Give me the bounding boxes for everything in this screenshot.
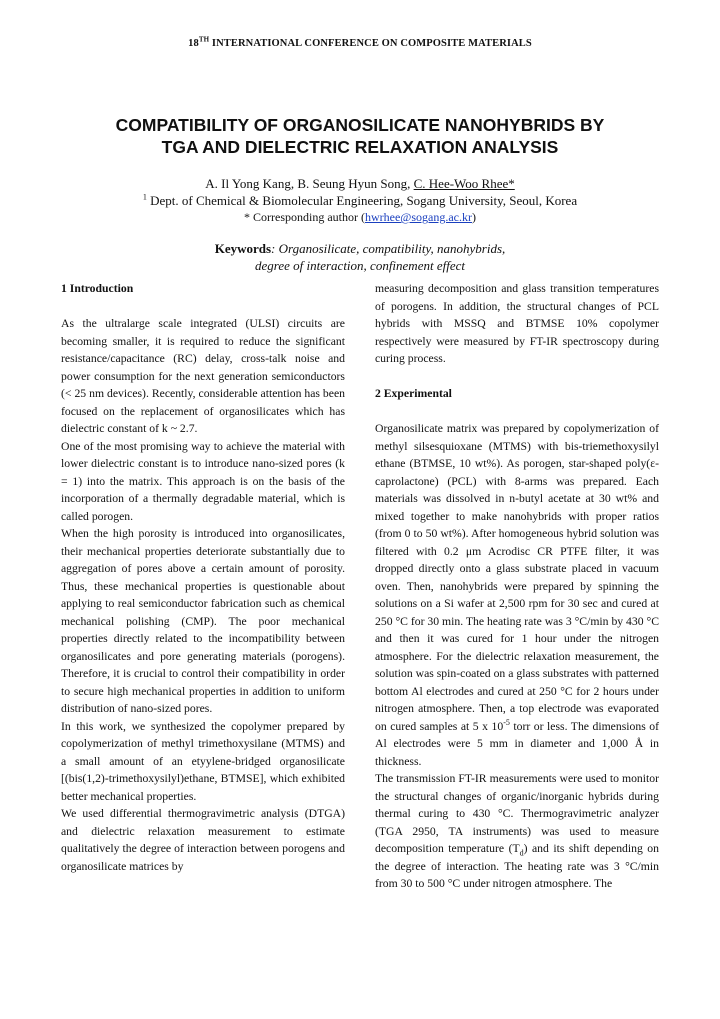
keywords-label: Keywords [214,241,272,256]
intro-paragraph-1: As the ultralarge scale integrated (ULSI) circuits are becoming smaller, it is required to reduce the significant resistance/capacitance (RC) delay, cross-talk noise and power consumption for the next generation semiconductors (< 25 nm devices). Recently, considerable attention has been focused on the replacement of organosilicates which has dielectric constant of k ~ 2.7. [61,317,345,435]
keywords-line-1 [0,240,720,258]
header-number: 18 [188,38,199,49]
correspondence-prefix: * Corresponding author ( [244,210,365,224]
td-subscript: d [519,848,524,858]
experimental-paragraph-2 [375,770,659,893]
pressure-exponent: -5 [503,717,510,727]
running-header [0,35,720,49]
experimental-p1-text: Organosilicate matrix was prepared by copolymerization of methyl silsesquioxane (MTMS) with bis-triemethoxysilyl ethane (BTMSE, 10 wt%). As porogen, star-shaped poly(ε-caprolactone) (PCL) with 8-arms was prepared. Each materials was dissolved in n-butyl acetate at 30 wt% and mixed together to make nanohybrids with proper ratios (from 0 to 50 wt%). After homogeneous hybrid solution was filtered with 0.2 μm Acrodisc CR PTFE filter, it was dropped directly onto a glass substrate placed in vacuum oven. Then, nanohybrids were prepared by spinning the solutions on a Si wafer at 2,500 rpm for 30 sec and cured at 250 °C for 30 min. The heating rate was 3 °C/min by 430 °C and then it was cured for 1 hour under the nitrogen atmosphere. For the dielectric relaxation measurement, the solution was spin-coated on a glass substrates with patterned bottom Al electrodes and cured at 250 °C for 2 hours under nitrogen atmosphere. Then, a top electrode was evaporated on cured samples at 5 x 10 [375,422,659,733]
affiliation [0,192,720,210]
email-link[interactable]: hwrhee@sogang.ac.kr [364,210,472,224]
affiliation-text: Dept. of Chemical & Biomolecular Engineering, Sogang University, Seoul, Korea [146,193,578,208]
header-text: INTERNATIONAL CONFERENCE ON COMPOSITE MATERIALS [209,38,532,49]
section-heading-experimental: 2 Experimental [375,387,452,400]
correspondence-suffix: ) [472,210,476,224]
experimental-paragraph-1 [375,420,659,770]
intro-paragraph-4: In this work, we synthesized the copolymer prepared by copolymerization of methyl trimethoxysilane (MTMS) and a small amount of an etyylene-bridged organosilicate [(bis(1,2)-trimethoxysilyl)ethane, BTMSE], which exhibited better mechanical properties. [61,719,345,803]
intro-paragraph-continued: measuring decomposition and glass transition temperatures of porogens. In addition, the structural changes of PCL hybrids with MSSQ and BTMSE 10% copolymer respectively were measured by FT-IR spectroscopy during curing process. [375,282,659,365]
experimental-p2-end: ) and its shift depending on the degree of interaction. The heating rate was 3 °C/min from 30 to 500 °C under nitrogen atmosphere. The [375,842,659,890]
section-heading-introduction: 1 Introduction [61,282,134,295]
paper-title [60,114,660,158]
affiliation-marker: 1 [142,192,147,202]
title-line-2: TGA AND DIELECTRIC RELAXATION ANALYSIS [161,137,559,157]
header-superscript: TH [198,35,210,44]
authors-text: A. Il Yong Kang, B. Seung Hyun Song, [205,176,414,191]
author-list [0,175,720,193]
correspondence-line [0,209,720,225]
intro-paragraph-5: We used differential thermogravimetric analysis (DTGA) and dielectric relaxation measurement to estimate qualitatively the degree of interaction between porogens and organosilicate matrices by [61,807,345,873]
right-column [375,280,659,893]
intro-paragraph-2: One of the most promising way to achieve the material with lower dielectric constant is to introduce nano-sized pores (k = 1) into the matrix. This approach is on the basis of the incorporation of a thermally degradable material, which is called porogen. [61,439,345,523]
intro-paragraph-3: When the high porosity is introduced into organosilicates, their mechanical properties deteriorate substantially due to aggregation of pores above a certain amount of porosity. Thus, these mechanical properties is questionable about applying to real semiconductor fabrication such as chemical mechanical polishing (CMP). The poor mechanical properties directly related to the incompatibility between organosilicates and pore generating materials (porogens). Therefore, it is crucial to control their compatibility in order to secure high mechanical properties in addition to uniform distribution of nano-sized pores. [61,527,345,715]
left-column [61,280,345,875]
keywords-line-2: degree of interaction, confinement effect [255,258,465,273]
keywords-list-1: : Organosilicate, compatibility, nanohybrids, [271,241,506,256]
title-line-1: COMPATIBILITY OF ORGANOSILICATE NANOHYBRIDS BY [115,115,605,135]
experimental-p2-text: The transmission FT-IR measurements were used to monitor the structural changes of organic/inorganic hybrids during thermal curing to 430 °C. Thermogravimetric analyzer (TGA 2950, TA instruments) was used to measure decomposition temperature (T [375,772,659,855]
corresponding-author: C. Hee-Woo Rhee* [413,176,515,191]
experimental-p1-end: torr or less. The dimensions of Al electrodes were 5 mm in diameter and 1,000 Å in thickness. [375,719,659,768]
